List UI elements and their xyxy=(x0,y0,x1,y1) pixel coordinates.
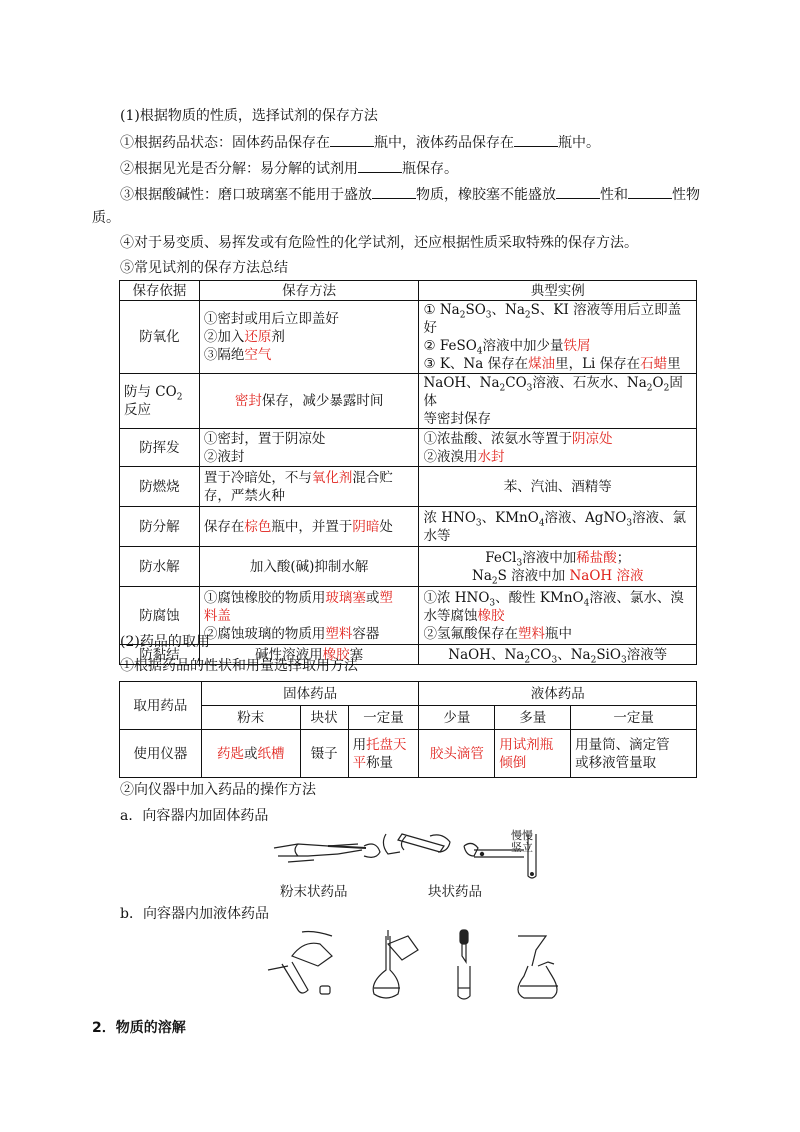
intro-line-5: ⑤常见试剂的保存方法总结 xyxy=(120,260,288,276)
header-solid: 固体药品 xyxy=(201,682,419,706)
col-large: 多量 xyxy=(495,706,571,730)
liquid-add-label: b．向容器内加液体药品 xyxy=(120,906,269,922)
method-cell: 碱性溶液用橡胶塞 xyxy=(199,645,419,665)
basis-cell: 防分解 xyxy=(120,507,200,547)
header-take: 取用药品 xyxy=(120,682,202,730)
take-table xyxy=(119,681,697,778)
section-2-sub1: ①根据药品的性状和用量选择取用方法 xyxy=(120,658,358,674)
example-cell: ①浓 $HNO_3$、酸性 KMnO$_4$溶液、氯水、溴 水等腐蚀橡胶 ②氢氟酸保存在塑料瓶中 xyxy=(419,587,697,645)
method-cell: 加入酸(碱)抑制水解 xyxy=(199,547,419,587)
intro-line-3: ③根据酸碱性：磨口玻璃塞不能用于盛放 物质，橡胶塞不能盛放 性和 性物 xyxy=(120,184,700,205)
example-cell: NaOH、$Na_2CO_3$、$Na_2SiO_3$溶液等 xyxy=(419,645,697,665)
intro-line-1: ①根据药品状态：固体药品保存在 瓶中，液体药品保存在 瓶中。 xyxy=(120,132,600,153)
liquid-addition-illustration xyxy=(262,926,572,1004)
table-row xyxy=(120,374,697,429)
col-fixed-liquid: 一定量 xyxy=(571,706,697,730)
col-powder: 粉末 xyxy=(201,706,300,730)
method-cell: 保存在棕色瓶中，并置于阴暗处 xyxy=(199,507,419,547)
example-cell: FeCl$_3$溶液中加稀盐酸； $Na_2S$ 溶液中加 NaOH 溶液 xyxy=(419,547,697,587)
block-caption: 块状药品 xyxy=(428,884,482,900)
basis-cell: 防燃烧 xyxy=(120,467,200,507)
header-method: 保存方法 xyxy=(199,281,419,301)
section-4-heading: 2．物质的溶解 xyxy=(92,1020,186,1036)
example-cell: ① $Na_2SO_3$、$Na_2S$、KI 溶液等用后立即盖好 ② FeSO$_4$溶液中加少量铁屑 ③ K、Na 保存在煤油里，Li 保存在石蜡里 xyxy=(419,301,697,374)
storage-table xyxy=(119,280,697,665)
powder-caption: 粉末状药品 xyxy=(280,884,348,900)
method-cell: ①腐蚀橡胶的物质用玻璃塞或塑 料盖 ②腐蚀玻璃的物质用塑料容器 xyxy=(199,587,419,645)
basis-cell: 防腐蚀 xyxy=(120,587,200,645)
table-row xyxy=(120,301,697,374)
method-cell: 密封保存，减少暴露时间 xyxy=(199,374,419,429)
method-cell: ①密封或用后立即盖好 ②加入还原剂 ③隔绝空气 xyxy=(199,301,419,374)
row-use: 使用仪器 xyxy=(120,730,202,778)
col-small: 少量 xyxy=(419,706,495,730)
section-2-heading: (2)药品的取用 xyxy=(120,634,210,650)
intro-line-4: ④对于易变质、易挥发或有危险性的化学试剂，还应根据性质采取特殊的保存方法。 xyxy=(120,235,638,251)
example-cell: 苯、汽油、酒精等 xyxy=(419,467,697,507)
example-cell: 浓 $HNO_3$、KMnO$_4$溶液、AgNO$_3$溶液、氯 水等 xyxy=(419,507,697,547)
method-cell: 置于冷暗处，不与氧化剂混合贮 存，严禁火种 xyxy=(199,467,419,507)
intro-heading: (1)根据物质的性质，选择试剂的保存方法 xyxy=(120,108,378,124)
basis-cell: 防水解 xyxy=(120,547,200,587)
basis-cell: 防黏结 xyxy=(120,645,200,665)
use-small: 胶头滴管 xyxy=(419,730,495,778)
col-block: 块状 xyxy=(300,706,348,730)
example-cell: ①浓盐酸、浓氨水等置于阴凉处 ②液溴用水封 xyxy=(419,429,697,467)
use-block: 镊子 xyxy=(300,730,348,778)
slow-upright-label: 慢慢 竖立 xyxy=(511,829,533,854)
use-fixed-liquid: 用量筒、滴定管 或移液管量取 xyxy=(571,730,697,778)
intro-line-2: ②根据见光是否分解：易分解的试剂用 瓶保存。 xyxy=(120,158,458,179)
use-fixed-solid: 用托盘天 平称量 xyxy=(348,730,419,778)
basis-cell: 防挥发 xyxy=(120,429,200,467)
col-fixed-solid: 一定量 xyxy=(348,706,419,730)
header-example: 典型实例 xyxy=(419,281,697,301)
use-large: 用试剂瓶 倾倒 xyxy=(495,730,571,778)
intro-line-3-cont: 质。 xyxy=(92,210,120,226)
section-3-sub2: ②向仪器中加入药品的操作方法 xyxy=(120,782,316,798)
basis-cell: 防与 $CO_2$ 反应 xyxy=(120,374,200,429)
method-cell: ①密封，置于阴凉处 ②液封 xyxy=(199,429,419,467)
example-cell: NaOH、$Na_2CO_3$溶液、石灰水、$Na_2O_2$固体 等密封保存 xyxy=(419,374,697,429)
basis-cell: 防氧化 xyxy=(120,301,200,374)
table-row xyxy=(120,467,697,507)
use-powder: 药匙或纸槽 xyxy=(201,730,300,778)
header-liquid: 液体药品 xyxy=(419,682,697,706)
table-row xyxy=(120,507,697,547)
table-row xyxy=(120,429,697,467)
solid-add-label: a．向容器内加固体药品 xyxy=(120,808,269,824)
header-basis: 保存依据 xyxy=(120,281,200,301)
table-row xyxy=(120,547,697,587)
